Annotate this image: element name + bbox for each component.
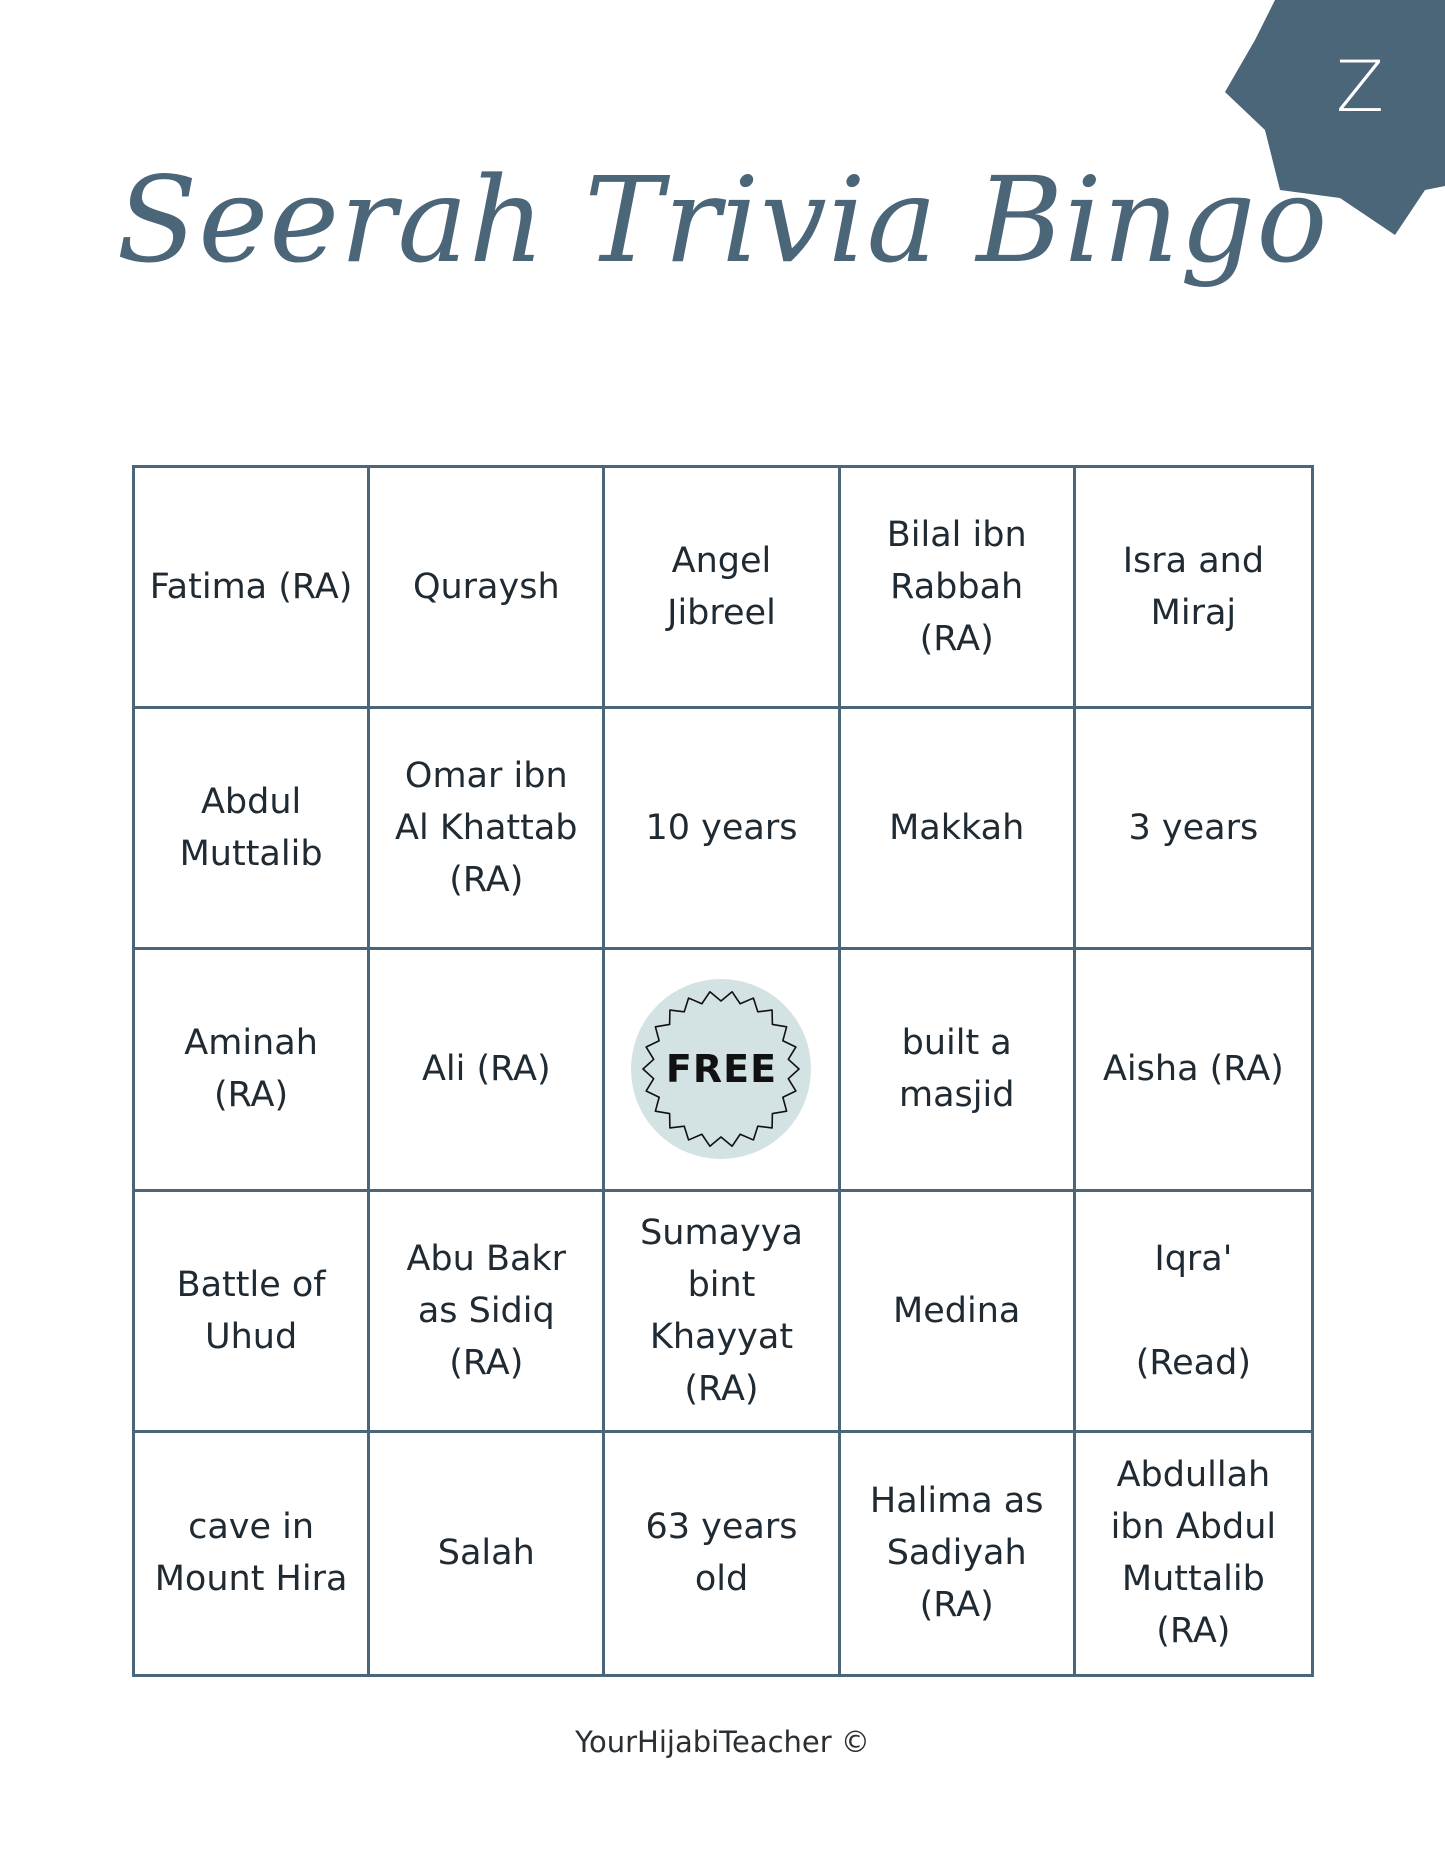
bingo-cell-label: Iqra' (Read)	[1135, 1238, 1252, 1383]
bingo-cell	[135, 1192, 370, 1433]
bingo-cell	[370, 468, 605, 709]
card-letter: Z	[1336, 46, 1384, 128]
bingo-cell	[370, 1433, 605, 1674]
bingo-cell-label: Angel Jibreel	[667, 541, 776, 634]
bingo-cell	[841, 709, 1076, 950]
bingo-cell	[841, 950, 1076, 1191]
bingo-cell	[1076, 950, 1311, 1191]
bingo-cell	[135, 709, 370, 950]
bingo-cell	[841, 468, 1076, 709]
bingo-cell	[370, 950, 605, 1191]
free-space-label: FREE	[665, 1047, 778, 1092]
bingo-cell-label: Isra and Miraj	[1122, 541, 1265, 634]
bingo-cell-label: Medina	[893, 1290, 1021, 1331]
bingo-cell-label: Makkah	[889, 808, 1025, 849]
bingo-cell-label: Battle of Uhud	[176, 1264, 326, 1357]
bingo-cell	[605, 709, 840, 950]
free-space-badge	[626, 974, 816, 1164]
bingo-cell	[605, 1433, 840, 1674]
bingo-cell-label: 63 years old	[645, 1507, 798, 1600]
bingo-cell	[605, 950, 840, 1191]
bingo-cell-label: 3 years	[1128, 808, 1259, 849]
bingo-cell-label: Ali (RA)	[421, 1049, 551, 1090]
bingo-cell-label: Abu Bakr as Sidiq (RA)	[406, 1238, 567, 1383]
bingo-cell-label: Bilal ibn Rabbah (RA)	[886, 515, 1027, 660]
bingo-cell-label: Omar ibn Al Khattab (RA)	[395, 756, 578, 901]
bingo-cell	[135, 950, 370, 1191]
bingo-cell-label: Abdullah ibn Abdul Muttalib (RA)	[1110, 1455, 1277, 1652]
bingo-cell	[1076, 1192, 1311, 1433]
bingo-cell-label: Halima as Sadiyah (RA)	[869, 1481, 1044, 1626]
bingo-board	[132, 465, 1314, 1677]
bingo-cell-label: Abdul Muttalib	[179, 782, 323, 875]
bingo-cell	[135, 468, 370, 709]
bingo-cell-label: Fatima (RA)	[149, 567, 353, 608]
bingo-cell-label: cave in Mount Hira	[154, 1507, 348, 1600]
bingo-cell	[1076, 468, 1311, 709]
bingo-cell-label: Aisha (RA)	[1102, 1049, 1284, 1090]
copyright-footer: YourHijabiTeacher ©	[575, 1725, 870, 1759]
bingo-cell	[370, 1192, 605, 1433]
bingo-cell	[1076, 1433, 1311, 1674]
bingo-cell-label: Quraysh	[412, 567, 560, 608]
bingo-cell	[370, 709, 605, 950]
bingo-cell	[135, 1433, 370, 1674]
bingo-cell	[605, 1192, 840, 1433]
page-title: Seerah Trivia Bingo	[116, 151, 1329, 289]
bingo-cell	[841, 1433, 1076, 1674]
bingo-cell	[841, 1192, 1076, 1433]
bingo-cell	[605, 468, 840, 709]
bingo-cell	[1076, 709, 1311, 950]
bingo-cell-label: 10 years	[645, 808, 798, 849]
bingo-cell-label: Aminah (RA)	[184, 1023, 318, 1116]
bingo-cell-label: Salah	[437, 1533, 535, 1574]
bingo-cell-label: Sumayya bint Khayyat (RA)	[640, 1212, 803, 1409]
bingo-cell-label: built a masjid	[898, 1023, 1015, 1116]
